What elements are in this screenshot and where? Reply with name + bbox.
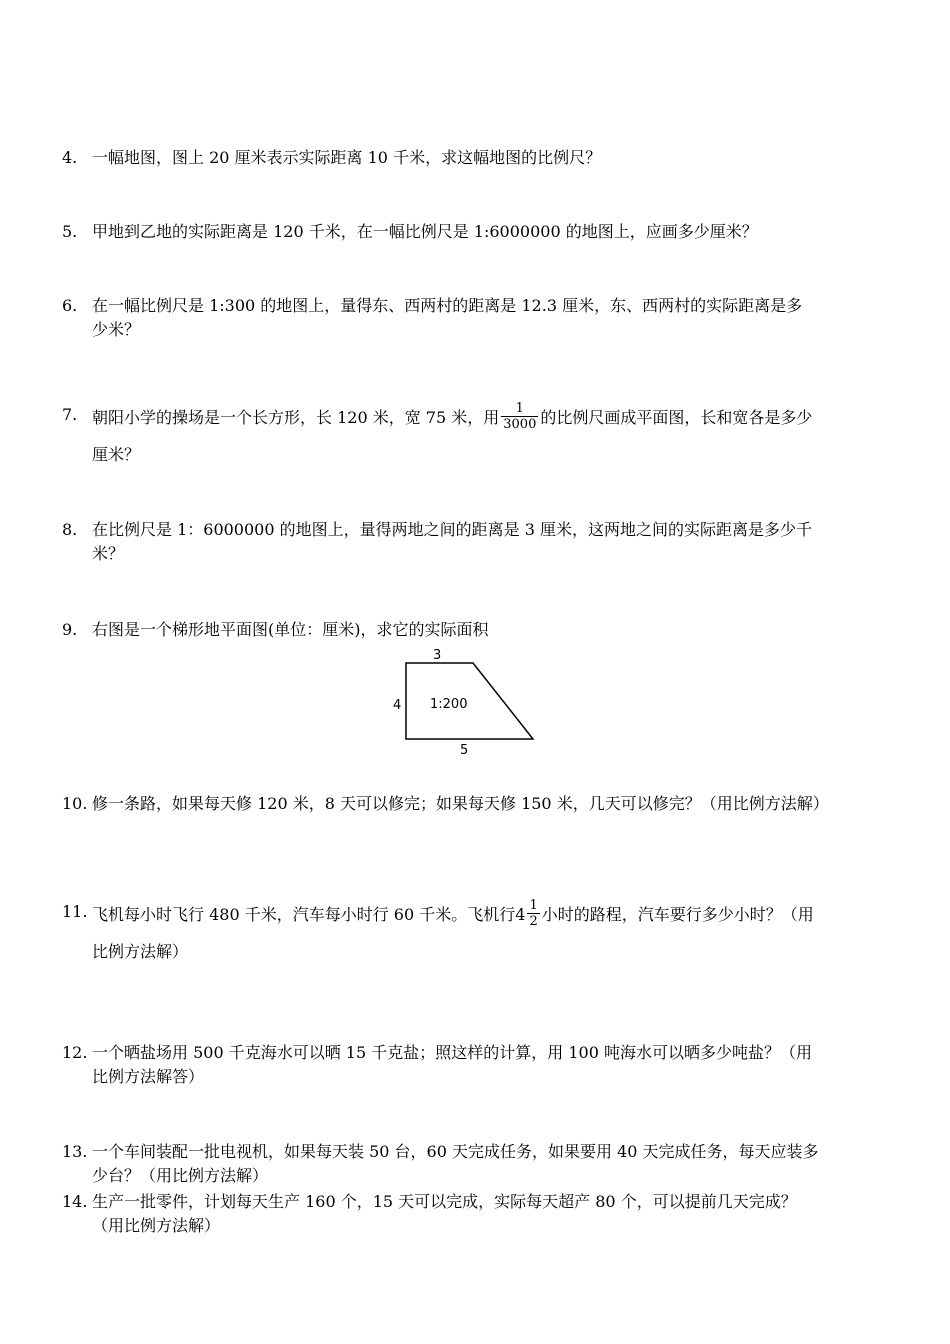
question-10 xyxy=(62,792,910,816)
question-text: 甲地到乙地的实际距离是 120 千米，在一幅比例尺是 1:6000000 的地图上，应画多少厘米？ xyxy=(92,222,758,241)
question-9 xyxy=(62,618,910,642)
question-number: 14. xyxy=(62,1192,88,1211)
trapezoid-figure xyxy=(388,648,548,760)
question-text: 朝阳小学的操场是一个长方形，长 120 米，宽 75 米，用 xyxy=(92,408,500,427)
bottom-side-label: 5 xyxy=(460,743,469,758)
question-text-line: 一个晒盐场用 500 千克海水可以晒 15 千克盐；照这样的计算，用 100 吨海水可以晒多少吨盐？（用 xyxy=(92,1043,812,1062)
question-13 xyxy=(62,1140,910,1188)
question-text-line: 一个车间装配一批电视机，如果每天装 50 台，60 天完成任务，如果要用 40 天完成任务，每天应装多 xyxy=(92,1142,819,1161)
question-number: 9. xyxy=(62,620,78,639)
question-text: 的比例尺画成平面图，长和宽各是多少 xyxy=(540,408,813,427)
question-text-line: 生产一批零件，计划每天生产 160 个，15 天可以完成，实际每天超产 80 个，可以提前几天完成？ xyxy=(92,1192,797,1211)
fraction-numerator: 1 xyxy=(501,401,538,417)
question-12 xyxy=(62,1041,910,1089)
top-side-label: 3 xyxy=(433,648,442,663)
mixed-number-whole: 4 xyxy=(515,905,526,924)
question-text-line: 厘米？ xyxy=(92,445,141,464)
question-text-line: 在一幅比例尺是 1:300 的地图上，量得东、西两村的距离是 12.3 厘米，东、西两村的实际距离是多 xyxy=(92,296,803,315)
question-number: 7. xyxy=(62,405,78,424)
question-text-line: 在比例尺是 1：6000000 的地图上，量得两地之间的距离是 3 厘米，这两地之间的实际距离是多少千 xyxy=(92,520,812,539)
question-number: 8. xyxy=(62,520,78,539)
question-text: 右图是一个梯形地平面图(单位：厘米)，求它的实际面积 xyxy=(92,620,489,639)
trapezoid-shape xyxy=(406,663,533,739)
question-number: 6. xyxy=(62,296,78,315)
question-number: 13. xyxy=(62,1142,88,1161)
left-side-label: 4 xyxy=(393,698,402,713)
fraction-numerator: 1 xyxy=(529,898,538,913)
fraction-denominator: 2 xyxy=(529,914,538,929)
question-text-line: 米？ xyxy=(92,544,125,563)
question-6 xyxy=(62,294,910,342)
question-number: 5. xyxy=(62,222,78,241)
question-14 xyxy=(62,1190,910,1238)
question-number: 11. xyxy=(62,902,88,921)
question-text-line: 比例方法解答） xyxy=(92,1067,205,1086)
question-5 xyxy=(62,220,910,244)
question-text: 小时的路程，汽车要行多少小时？（用 xyxy=(541,905,814,924)
question-11 xyxy=(62,900,910,964)
question-text: 一幅地图，图上 20 厘米表示实际距离 10 千米，求这幅地图的比例尺？ xyxy=(92,148,602,167)
question-4 xyxy=(62,146,910,170)
question-number: 12. xyxy=(62,1043,88,1062)
question-text-line: 比例方法解） xyxy=(92,942,189,961)
scale-label: 1:200 xyxy=(430,697,468,712)
question-text: 修一条路，如果每天修 120 米，8 天可以修完；如果每天修 150 米，几天可以修完？（用比例方法解） xyxy=(92,794,829,813)
question-number: 10. xyxy=(62,794,88,813)
question-text-line: 少台？（用比例方法解） xyxy=(92,1166,269,1185)
question-text-line: 少米？ xyxy=(92,320,141,339)
question-7 xyxy=(62,403,910,467)
fraction-denominator: 3000 xyxy=(503,417,537,432)
trapezoid-diagram xyxy=(388,648,548,760)
fraction xyxy=(527,898,539,929)
question-text-line: （用比例方法解） xyxy=(92,1216,221,1235)
fraction xyxy=(501,401,538,432)
question-8 xyxy=(62,518,910,566)
question-text: 飞机每小时飞行 480 千米，汽车每小时行 60 千米。飞机行 xyxy=(92,905,516,924)
question-number: 4. xyxy=(62,148,78,167)
